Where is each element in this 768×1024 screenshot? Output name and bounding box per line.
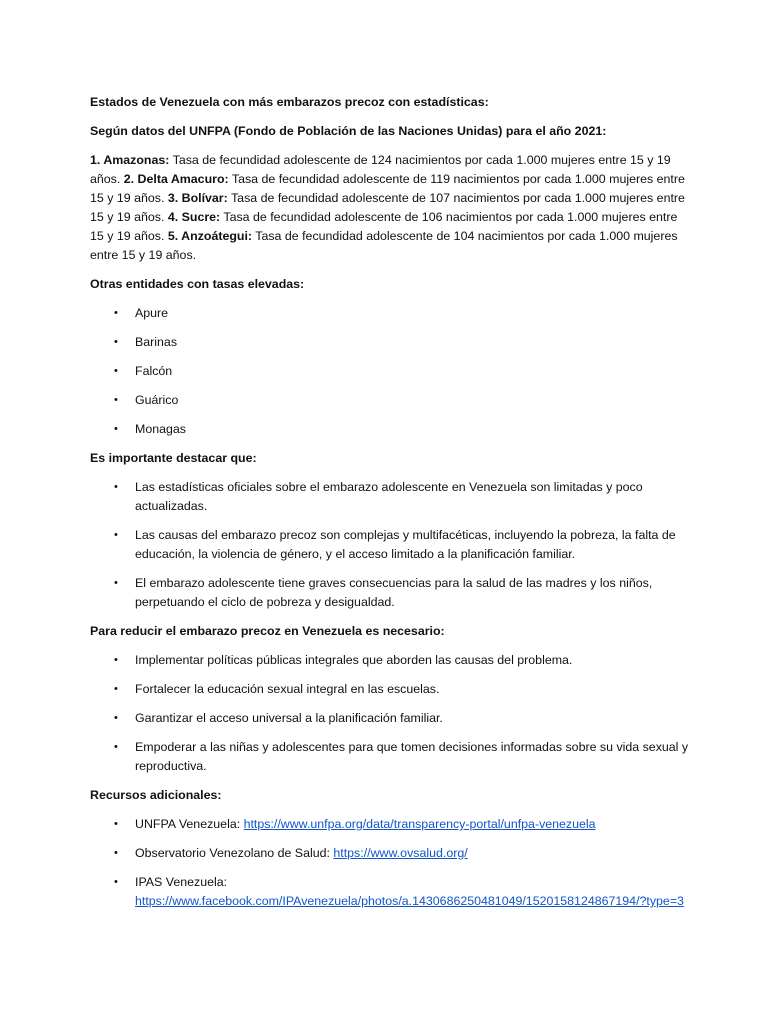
document-title: Estados de Venezuela con más embarazos precoz con estadísticas: [90, 95, 489, 109]
resource-label: UNFPA Venezuela: [135, 817, 244, 831]
list-item-text: Barinas [135, 335, 178, 349]
bullet-icon: • [114, 577, 118, 589]
reduce-heading: Para reducir el embarazo precoz en Venezuela es necesario: [90, 624, 445, 638]
important-heading: Es importante destacar que: [90, 451, 257, 465]
list-item-text: Guárico [135, 393, 179, 407]
list-item [90, 738, 690, 776]
list-item-text: Falcón [135, 364, 173, 378]
bullet-icon: • [114, 423, 118, 435]
ranking-text-1: Tasa de fecundidad adolescente de 124 nacimientos por cada 1.000 mujeres entre 15 y 19 años. [90, 153, 671, 186]
resource-item-ovsalud [90, 844, 690, 863]
ranking-label-1: 1. Amazonas: [90, 153, 170, 167]
bullet-icon: • [114, 654, 118, 666]
ranking-label-2: 2. Delta Amacuro: [123, 172, 229, 186]
list-item-text: Empoderar a las niñas y adolescentes para que tomen decisiones informadas sobre su vida sexual y reproductiva. [135, 740, 689, 773]
ranking-label-4: 4. Sucre: [167, 210, 221, 224]
ranking-paragraph [90, 151, 690, 265]
list-item-text: El embarazo adolescente tiene graves consecuencias para la salud de las madres y los niños, perpetuando el ciclo de pobreza y desigualdad. [135, 576, 653, 609]
ipas-link[interactable]: https://www.facebook.com/IPAvenezuela/photos/a.1430686250481049/1520158124867194/?type=3 [135, 894, 684, 908]
ranking-text-4: Tasa de fecundidad adolescente de 106 nacimientos por cada 1.000 mujeres entre 15 y 19 años. [90, 210, 678, 243]
resource-item-unfpa [90, 815, 690, 834]
others-list [90, 304, 690, 439]
bullet-icon: • [114, 818, 118, 830]
important-list [90, 478, 690, 612]
ranking-label-3: 3. Bolívar: [167, 191, 228, 205]
list-item-text: Las causas del embarazo precoz son complejas y multifacéticas, incluyendo la pobreza, la falta de educación, la violencia de género, y el acceso limitado a la planificación familiar. [135, 528, 676, 561]
bullet-icon: • [114, 307, 118, 319]
list-item [90, 391, 690, 410]
resources-list [90, 815, 690, 911]
ovsalud-link[interactable]: https://www.ovsalud.org/ [333, 846, 468, 860]
bullet-icon: • [114, 394, 118, 406]
unfpa-link[interactable]: https://www.unfpa.org/data/transparency-portal/unfpa-venezuela [243, 817, 596, 831]
resources-heading: Recursos adicionales: [90, 788, 222, 802]
list-item [90, 574, 690, 612]
list-item [90, 680, 690, 699]
resource-item-ipas [90, 873, 690, 911]
resource-label: Observatorio Venezolano de Salud: [135, 846, 334, 860]
list-item-text: Garantizar el acceso universal a la planificación familiar. [135, 711, 443, 725]
list-item [90, 333, 690, 352]
list-item [90, 478, 690, 516]
bullet-icon: • [114, 336, 118, 348]
ranking-text-2: Tasa de fecundidad adolescente de 119 nacimientos por cada 1.000 mujeres entre 15 y 19 años. [90, 172, 685, 205]
ranking-label-5: 5. Anzoátegui: [167, 229, 253, 243]
bullet-icon: • [114, 712, 118, 724]
list-item [90, 304, 690, 323]
list-item [90, 420, 690, 439]
list-item-text: Las estadísticas oficiales sobre el embarazo adolescente en Venezuela son limitadas y poco actualizadas. [135, 480, 643, 513]
list-item-text: Apure [135, 306, 169, 320]
bullet-icon: • [114, 741, 118, 753]
document-page [90, 93, 690, 921]
list-item [90, 651, 690, 670]
list-item-text: Monagas [135, 422, 186, 436]
resource-label: IPAS Venezuela: [135, 875, 228, 889]
list-item-text: Implementar políticas públicas integrales que aborden las causas del problema. [135, 653, 573, 667]
ranking-text-5: Tasa de fecundidad adolescente de 104 nacimientos por cada 1.000 mujeres entre 15 y 19 años. [90, 229, 678, 262]
ranking-text-3: Tasa de fecundidad adolescente de 107 nacimientos por cada 1.000 mujeres entre 15 y 19 años. [90, 191, 685, 224]
source-line: Según datos del UNFPA (Fondo de Población de las Naciones Unidas) para el año 2021: [90, 124, 607, 138]
bullet-icon: • [114, 481, 118, 493]
bullet-icon: • [114, 683, 118, 695]
list-item [90, 709, 690, 728]
list-item [90, 362, 690, 381]
bullet-icon: • [114, 529, 118, 541]
list-item-text: Fortalecer la educación sexual integral en las escuelas. [135, 682, 440, 696]
reduce-list [90, 651, 690, 776]
bullet-icon: • [114, 876, 118, 888]
others-heading: Otras entidades con tasas elevadas: [90, 277, 305, 291]
bullet-icon: • [114, 365, 118, 377]
bullet-icon: • [114, 847, 118, 859]
list-item [90, 526, 690, 564]
